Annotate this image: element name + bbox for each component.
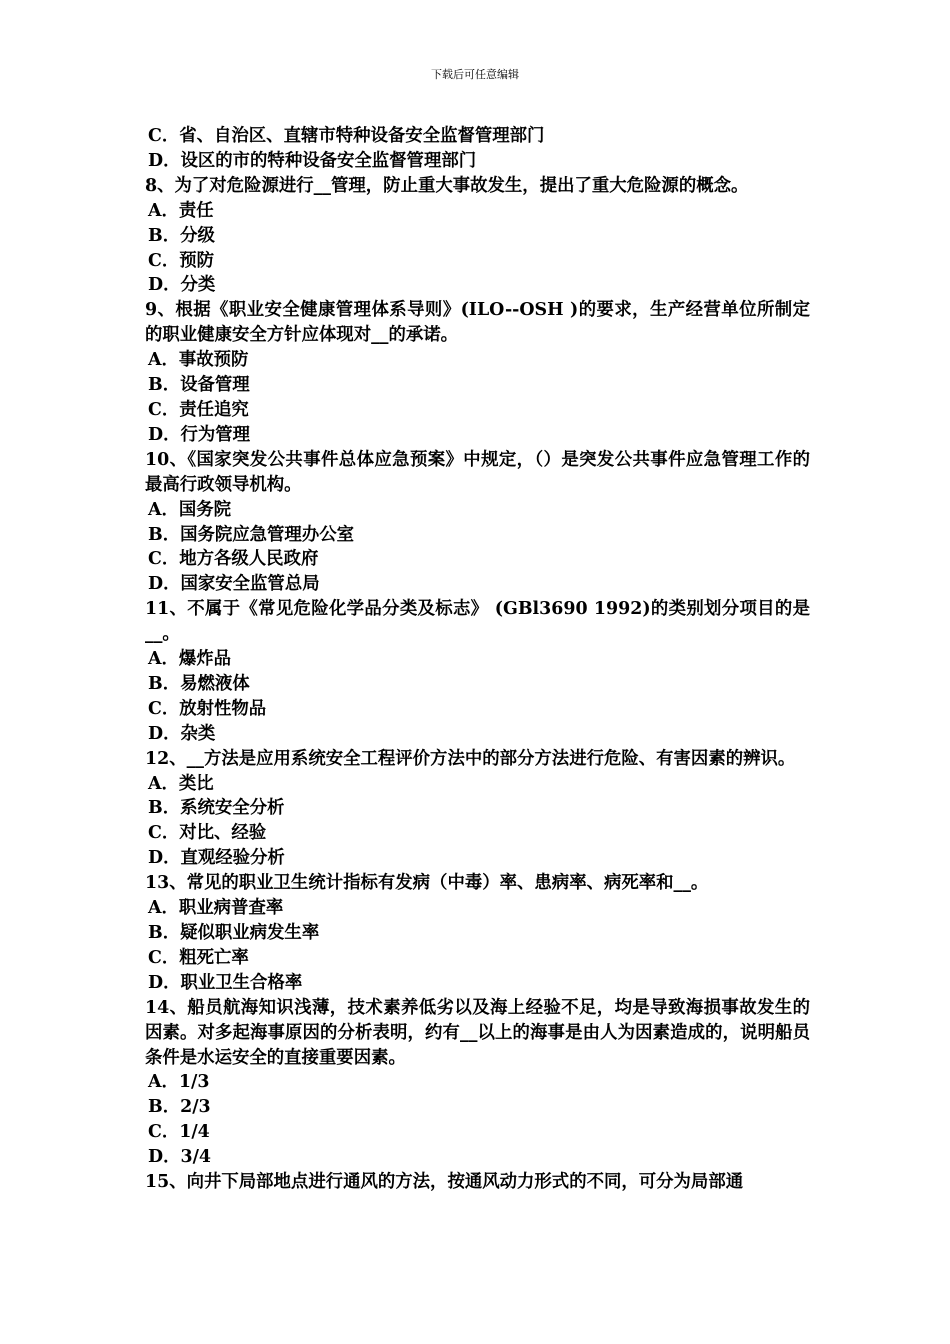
answer-option: A．责任	[148, 200, 214, 221]
question-text: 11、不属于《常见危险化学品分类及标志》 (GBl3690 1992)的类别划分项目的是__。	[145, 599, 810, 645]
answer-option: A．事故预防	[148, 350, 249, 371]
question-text: 15、向井下局部地点进行通风的方法，按通风动力形式的不同，可分为局部通	[145, 1172, 744, 1193]
answer-option: D．职业卫生合格率	[148, 972, 303, 993]
question-text: 12、__方法是应用系统安全工程评价方法中的部分方法进行危险、有害因素的辨识。	[145, 748, 796, 769]
answer-option: A．国务院	[148, 499, 232, 520]
answer-option: B．疑似职业病发生率	[148, 923, 320, 943]
answer-option: C．责任追究	[148, 399, 249, 420]
document-body	[145, 124, 810, 1195]
answer-option: D．3/4	[148, 1147, 212, 1168]
answer-option: D．设区的市的特种设备安全监督管理部门	[148, 150, 477, 171]
answer-option: A．类比	[148, 773, 214, 794]
answer-option: D．分类	[148, 275, 216, 296]
question-text: 13、常见的职业卫生统计指标有发病（中毒）率、患病率、病死率和__。	[145, 873, 709, 894]
answer-option: C．省、自治区、直辖市特种设备安全监督管理部门	[148, 126, 545, 146]
answer-option: A．职业病普查率	[148, 898, 284, 919]
question-text: 14、船员航海知识浅薄，技术素养低劣以及海上经验不足，均是导致海损事故发生的因素。对多起海事原因的分析表明，约有__以上的海事是由人为因素造成的，说明船员条件是水运安全的直接重要因素。	[145, 997, 810, 1068]
answer-option: B．设备管理	[148, 375, 250, 396]
answer-option: D．直观经验分析	[148, 848, 285, 869]
answer-option: C．粗死亡率	[148, 947, 249, 968]
answer-option: A．爆炸品	[148, 649, 232, 670]
answer-option: B．分级	[148, 225, 215, 246]
answer-option: D．行为管理	[148, 424, 251, 445]
answer-option: C．地方各级人民政府	[148, 549, 319, 570]
answer-option: B．2/3	[148, 1097, 211, 1118]
answer-option: C．1/4	[148, 1122, 210, 1143]
answer-option: C．对比、经验	[148, 823, 267, 844]
page-header: 下载后可任意编辑	[431, 68, 519, 81]
answer-option: D．杂类	[148, 723, 216, 744]
answer-option: B．系统安全分析	[148, 798, 285, 819]
answer-option: C．放射性物品	[148, 698, 267, 719]
question-text: 8、为了对危险源进行__管理，防止重大事故发生，提出了重大危险源的概念。	[145, 175, 749, 196]
question-text: 9、根据《职业安全健康管理体系导则》(ILO--OSH )的要求，生产经营单位所制定的职业健康安全方针应体现对__的承诺。	[145, 300, 810, 346]
question-text: 10、《国家突发公共事件总体应急预案》中规定，（）是突发公共事件应急管理工作的最高行政领导机构。	[145, 449, 810, 495]
answer-option: B．易燃液体	[148, 673, 250, 694]
answer-option: D．国家安全监管总局	[148, 574, 320, 595]
answer-option: B．国务院应急管理办公室	[148, 524, 354, 545]
answer-option: A．1/3	[148, 1072, 210, 1093]
answer-option: C．预防	[148, 250, 215, 271]
